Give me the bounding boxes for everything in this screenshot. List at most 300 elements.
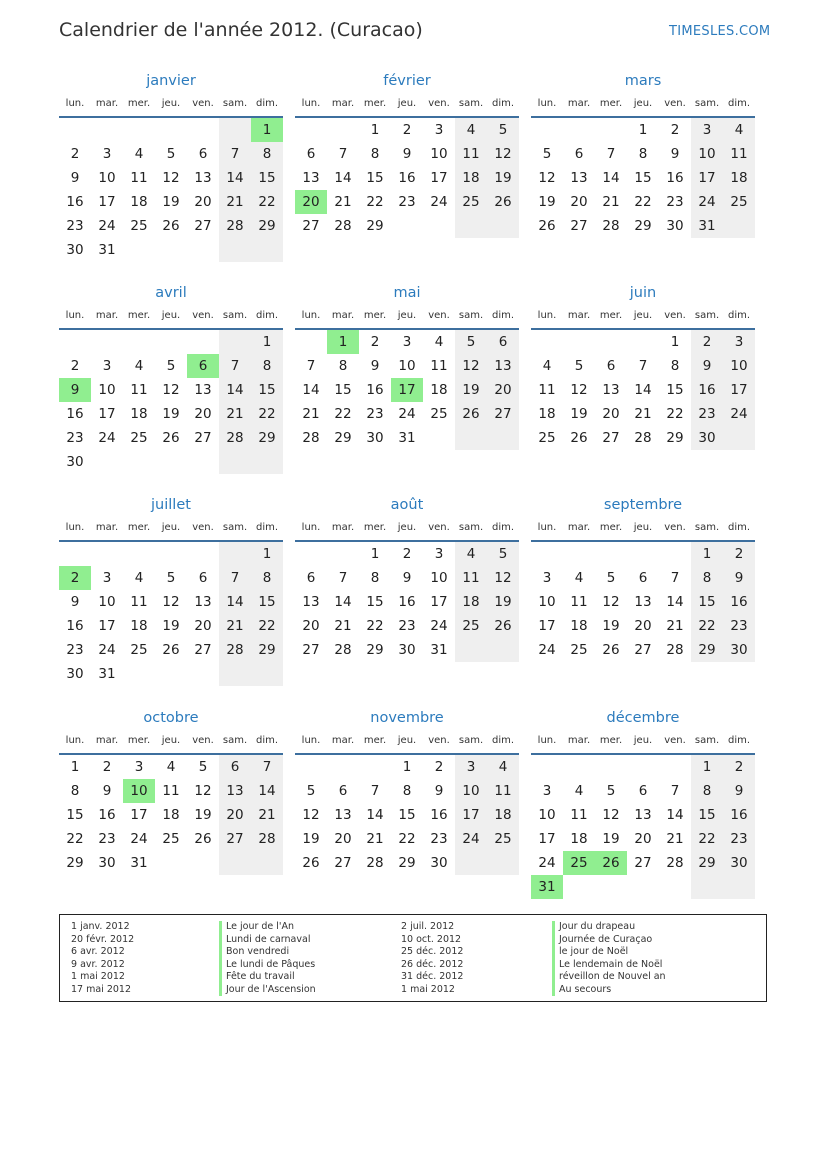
day-cell: 10 xyxy=(98,382,116,398)
month-octobre xyxy=(59,707,283,875)
day-cell: 13 xyxy=(194,594,212,610)
weekday-label: ven. xyxy=(428,310,450,321)
month-name: novembre xyxy=(370,710,444,726)
weekday-label: jeu. xyxy=(633,522,653,533)
empty-cell xyxy=(219,330,251,354)
empty-cell xyxy=(155,450,187,474)
weekday-label: dim. xyxy=(491,310,515,321)
day-cell: 22 xyxy=(66,831,84,847)
day-cell: 25 xyxy=(430,406,448,422)
day-cell: 10 xyxy=(98,594,116,610)
day-cell: 7 xyxy=(219,566,251,590)
day-cell: 17 xyxy=(430,170,448,186)
day-cell: 21 xyxy=(334,618,352,634)
day-cell: 21 xyxy=(219,614,251,638)
day-cell: 2 xyxy=(723,755,755,779)
empty-cell xyxy=(59,330,91,354)
weekday-label: jeu. xyxy=(397,735,417,746)
day-cell: 7 xyxy=(606,146,616,162)
day-cell: 16 xyxy=(430,807,448,823)
empty-cell xyxy=(595,118,627,142)
weekday-label: mar. xyxy=(331,522,355,533)
day-cell: 23 xyxy=(66,218,84,234)
day-grid xyxy=(295,330,519,450)
weekday-label: dim. xyxy=(727,98,751,109)
empty-cell xyxy=(723,214,755,238)
day-cell: 12 xyxy=(602,807,620,823)
day-cell: 9 xyxy=(723,566,755,590)
day-cell: 9 xyxy=(402,146,412,162)
day-cell: 24 xyxy=(98,218,116,234)
page-title: Calendrier de l'année 2012. (Curacao) xyxy=(59,19,423,41)
day-cell: 21 xyxy=(634,406,652,422)
holiday-day: 9 xyxy=(59,378,91,402)
empty-cell xyxy=(563,330,595,354)
empty-cell xyxy=(123,662,155,686)
day-cell: 13 xyxy=(302,170,320,186)
legend-holiday-name: le jour de Noël xyxy=(552,946,666,959)
day-cell: 4 xyxy=(487,755,519,779)
day-cell: 26 xyxy=(194,831,212,847)
empty-cell xyxy=(455,426,487,450)
empty-cell xyxy=(295,118,327,142)
month-name: juillet xyxy=(151,497,191,513)
day-cell: 23 xyxy=(66,430,84,446)
weekday-label: jeu. xyxy=(397,522,417,533)
weekday-label: dim. xyxy=(491,98,515,109)
legend-holiday-name: Fête du travail xyxy=(219,971,316,984)
day-cell: 3 xyxy=(723,330,755,354)
weekday-label: dim. xyxy=(727,735,751,746)
day-cell: 11 xyxy=(162,783,180,799)
day-cell: 29 xyxy=(634,218,652,234)
day-cell: 18 xyxy=(538,406,556,422)
day-cell: 12 xyxy=(162,382,180,398)
day-cell: 20 xyxy=(194,618,212,634)
day-cell: 6 xyxy=(306,146,316,162)
day-grid xyxy=(59,330,283,474)
day-cell: 13 xyxy=(570,170,588,186)
weekday-label: lun. xyxy=(65,735,85,746)
legend-dates-right xyxy=(401,921,463,996)
day-cell: 20 xyxy=(194,406,212,422)
day-cell: 20 xyxy=(302,618,320,634)
legend-holiday-name: Le jour de l'An xyxy=(219,921,316,934)
day-cell: 29 xyxy=(334,430,352,446)
site-link[interactable]: TIMESLES.COM xyxy=(669,24,771,39)
day-cell: 29 xyxy=(398,855,416,871)
legend-holiday-name: Le lendemain de Noël xyxy=(552,959,666,972)
holiday-day: 31 xyxy=(531,875,563,899)
day-cell: 22 xyxy=(691,827,723,851)
day-cell: 15 xyxy=(251,378,283,402)
day-cell: 23 xyxy=(723,827,755,851)
month-mars xyxy=(531,70,755,238)
day-cell: 19 xyxy=(302,831,320,847)
day-cell: 4 xyxy=(166,759,176,775)
day-cell: 5 xyxy=(198,759,208,775)
weekday-label: ven. xyxy=(664,98,686,109)
day-cell: 2 xyxy=(102,759,112,775)
day-cell: 2 xyxy=(670,122,680,138)
legend-date: 25 déc. 2012 xyxy=(401,946,464,957)
day-cell: 17 xyxy=(538,831,556,847)
day-cell: 13 xyxy=(602,382,620,398)
day-cell: 30 xyxy=(666,218,684,234)
empty-cell xyxy=(295,755,327,779)
day-cell: 2 xyxy=(434,759,444,775)
weekday-label: sam. xyxy=(694,98,720,109)
legend-holiday-name: Jour du drapeau xyxy=(552,921,666,934)
day-cell: 27 xyxy=(487,402,519,426)
day-cell: 24 xyxy=(455,827,487,851)
day-cell: 19 xyxy=(162,194,180,210)
day-cell: 21 xyxy=(666,618,684,634)
legend-date: 20 févr. 2012 xyxy=(71,933,135,945)
legend-date: 9 avr. 2012 xyxy=(71,958,125,970)
day-cell: 26 xyxy=(302,855,320,871)
empty-cell xyxy=(295,330,327,354)
day-cell: 19 xyxy=(570,406,588,422)
day-cell: 30 xyxy=(66,666,84,682)
day-cell: 26 xyxy=(602,642,620,658)
day-cell: 23 xyxy=(98,831,116,847)
day-cell: 31 xyxy=(130,855,148,871)
day-cell: 5 xyxy=(166,570,176,586)
empty-cell xyxy=(123,330,155,354)
day-cell: 24 xyxy=(430,618,448,634)
weekday-label: mar. xyxy=(331,735,355,746)
day-cell: 13 xyxy=(634,594,652,610)
day-cell: 25 xyxy=(162,831,180,847)
day-cell: 5 xyxy=(574,358,584,374)
empty-cell xyxy=(91,542,123,566)
day-cell: 22 xyxy=(398,831,416,847)
day-cell: 23 xyxy=(66,642,84,658)
day-cell: 14 xyxy=(334,170,352,186)
empty-cell xyxy=(219,118,251,142)
day-cell: 3 xyxy=(691,118,723,142)
day-cell: 6 xyxy=(306,570,316,586)
day-cell: 24 xyxy=(430,194,448,210)
day-cell: 22 xyxy=(666,406,684,422)
day-cell: 14 xyxy=(251,779,283,803)
day-cell: 25 xyxy=(455,614,487,638)
empty-cell xyxy=(359,755,391,779)
day-cell: 23 xyxy=(691,402,723,426)
day-cell: 4 xyxy=(574,570,584,586)
day-cell: 27 xyxy=(634,855,652,871)
day-cell: 22 xyxy=(251,190,283,214)
day-cell: 28 xyxy=(666,642,684,658)
day-cell: 12 xyxy=(570,382,588,398)
empty-cell xyxy=(563,875,595,899)
day-cell: 13 xyxy=(302,594,320,610)
day-cell: 8 xyxy=(251,354,283,378)
day-cell: 21 xyxy=(334,194,352,210)
day-cell: 2 xyxy=(691,330,723,354)
legend-holiday-name: Jour de l'Ascension xyxy=(219,984,316,997)
day-cell: 7 xyxy=(338,146,348,162)
weekday-label: mer. xyxy=(363,522,387,533)
day-cell: 16 xyxy=(666,170,684,186)
empty-cell xyxy=(123,542,155,566)
day-cell: 7 xyxy=(638,358,648,374)
day-cell: 22 xyxy=(334,406,352,422)
holiday-day: 17 xyxy=(391,378,423,402)
day-cell: 25 xyxy=(538,430,556,446)
legend-date: 17 mai 2012 xyxy=(71,983,132,995)
day-cell: 16 xyxy=(66,194,84,210)
day-cell: 17 xyxy=(538,618,556,634)
day-cell: 2 xyxy=(402,546,412,562)
day-cell: 7 xyxy=(670,570,680,586)
empty-cell xyxy=(251,662,283,686)
weekday-label: mer. xyxy=(599,735,623,746)
day-cell: 28 xyxy=(334,218,352,234)
day-cell: 13 xyxy=(194,170,212,186)
weekday-label: ven. xyxy=(664,522,686,533)
day-cell: 8 xyxy=(251,566,283,590)
weekday-label: sam. xyxy=(694,522,720,533)
empty-cell xyxy=(327,542,359,566)
month-février xyxy=(295,70,519,238)
day-cell: 31 xyxy=(98,666,116,682)
weekday-label: lun. xyxy=(537,310,557,321)
day-cell: 30 xyxy=(723,851,755,875)
day-cell: 21 xyxy=(219,190,251,214)
empty-cell xyxy=(123,118,155,142)
day-cell: 1 xyxy=(70,759,80,775)
holiday-day: 10 xyxy=(123,779,155,803)
holiday-day: 2 xyxy=(59,566,91,590)
weekday-label: lun. xyxy=(301,98,321,109)
day-cell: 4 xyxy=(434,334,444,350)
day-cell: 26 xyxy=(162,642,180,658)
day-cell: 3 xyxy=(434,546,444,562)
day-cell: 12 xyxy=(487,142,519,166)
day-cell: 28 xyxy=(219,638,251,662)
weekday-label: mer. xyxy=(599,98,623,109)
day-grid xyxy=(531,542,755,662)
day-cell: 15 xyxy=(398,807,416,823)
day-cell: 24 xyxy=(691,190,723,214)
weekday-label: mer. xyxy=(599,522,623,533)
day-cell: 18 xyxy=(455,166,487,190)
day-cell: 3 xyxy=(102,146,112,162)
weekday-label: jeu. xyxy=(633,310,653,321)
day-cell: 3 xyxy=(402,334,412,350)
day-cell: 30 xyxy=(691,426,723,450)
day-cell: 20 xyxy=(570,194,588,210)
empty-cell xyxy=(295,542,327,566)
day-cell: 1 xyxy=(370,122,380,138)
day-cell: 15 xyxy=(251,166,283,190)
weekday-label: mer. xyxy=(599,310,623,321)
day-cell: 6 xyxy=(638,570,648,586)
day-cell: 14 xyxy=(334,594,352,610)
month-juin xyxy=(531,282,755,450)
weekday-label: jeu. xyxy=(161,522,181,533)
day-cell: 5 xyxy=(606,570,616,586)
day-cell: 30 xyxy=(430,855,448,871)
day-cell: 26 xyxy=(570,430,588,446)
empty-cell xyxy=(219,238,251,262)
weekday-label: sam. xyxy=(694,310,720,321)
empty-cell xyxy=(659,875,691,899)
day-cell: 2 xyxy=(370,334,380,350)
day-cell: 17 xyxy=(691,166,723,190)
legend-dates-left xyxy=(71,921,134,996)
weekday-label: sam. xyxy=(222,522,248,533)
day-cell: 19 xyxy=(602,618,620,634)
day-cell: 3 xyxy=(102,358,112,374)
day-cell: 3 xyxy=(542,783,552,799)
weekday-header xyxy=(295,729,519,755)
day-cell: 16 xyxy=(398,594,416,610)
day-cell: 27 xyxy=(302,218,320,234)
empty-cell xyxy=(327,118,359,142)
empty-cell xyxy=(691,875,723,899)
weekday-label: mar. xyxy=(567,735,591,746)
day-cell: 6 xyxy=(574,146,584,162)
day-cell: 19 xyxy=(487,166,519,190)
day-cell: 10 xyxy=(98,170,116,186)
month-name: août xyxy=(390,497,424,513)
day-cell: 26 xyxy=(538,218,556,234)
day-cell: 26 xyxy=(487,614,519,638)
day-cell: 10 xyxy=(691,142,723,166)
weekday-label: lun. xyxy=(301,310,321,321)
day-cell: 8 xyxy=(638,146,648,162)
empty-cell xyxy=(531,542,563,566)
legend-names-left xyxy=(219,921,316,996)
holiday-legend xyxy=(59,914,767,1002)
day-cell: 19 xyxy=(194,807,212,823)
day-grid xyxy=(59,542,283,686)
day-cell: 29 xyxy=(666,430,684,446)
day-grid xyxy=(531,755,755,899)
day-cell: 8 xyxy=(70,783,80,799)
day-cell: 5 xyxy=(487,542,519,566)
day-cell: 25 xyxy=(130,218,148,234)
month-name: mai xyxy=(393,285,421,301)
weekday-label: jeu. xyxy=(633,98,653,109)
day-cell: 18 xyxy=(455,590,487,614)
day-cell: 14 xyxy=(219,378,251,402)
empty-cell xyxy=(155,851,187,875)
day-cell: 27 xyxy=(302,642,320,658)
day-cell: 15 xyxy=(66,807,84,823)
month-mai xyxy=(295,282,519,450)
day-cell: 6 xyxy=(219,755,251,779)
legend-holiday-name: Bon vendredi xyxy=(219,946,316,959)
day-cell: 27 xyxy=(602,430,620,446)
day-cell: 20 xyxy=(334,831,352,847)
day-cell: 25 xyxy=(130,642,148,658)
weekday-label: lun. xyxy=(537,735,557,746)
day-cell: 22 xyxy=(366,194,384,210)
day-cell: 4 xyxy=(723,118,755,142)
day-cell: 6 xyxy=(338,783,348,799)
holiday-day: 1 xyxy=(251,118,283,142)
day-cell: 6 xyxy=(487,330,519,354)
empty-cell xyxy=(595,542,627,566)
day-cell: 1 xyxy=(670,334,680,350)
day-cell: 25 xyxy=(130,430,148,446)
day-cell: 18 xyxy=(723,166,755,190)
empty-cell xyxy=(423,426,455,450)
weekday-label: sam. xyxy=(458,310,484,321)
day-cell: 28 xyxy=(666,855,684,871)
day-cell: 3 xyxy=(102,570,112,586)
empty-cell xyxy=(251,238,283,262)
empty-cell xyxy=(627,330,659,354)
legend-date: 1 janv. 2012 xyxy=(71,921,130,932)
day-cell: 24 xyxy=(538,642,556,658)
month-juillet xyxy=(59,494,283,686)
weekday-label: lun. xyxy=(301,522,321,533)
day-cell: 6 xyxy=(638,783,648,799)
day-cell: 9 xyxy=(70,594,80,610)
day-cell: 11 xyxy=(130,170,148,186)
day-cell: 8 xyxy=(402,783,412,799)
empty-cell xyxy=(563,118,595,142)
day-cell: 7 xyxy=(251,755,283,779)
day-cell: 17 xyxy=(98,194,116,210)
day-cell: 29 xyxy=(366,642,384,658)
empty-cell xyxy=(187,450,219,474)
empty-cell xyxy=(187,851,219,875)
empty-cell xyxy=(423,214,455,238)
empty-cell xyxy=(487,851,519,875)
day-grid xyxy=(295,542,519,662)
weekday-header xyxy=(531,304,755,330)
day-cell: 25 xyxy=(723,190,755,214)
day-cell: 17 xyxy=(130,807,148,823)
day-cell: 28 xyxy=(219,214,251,238)
empty-cell xyxy=(91,118,123,142)
day-cell: 1 xyxy=(370,546,380,562)
day-cell: 16 xyxy=(691,378,723,402)
day-cell: 26 xyxy=(455,402,487,426)
day-cell: 24 xyxy=(398,406,416,422)
weekday-label: ven. xyxy=(192,735,214,746)
empty-cell xyxy=(595,330,627,354)
weekday-label: lun. xyxy=(65,98,85,109)
day-cell: 18 xyxy=(162,807,180,823)
day-cell: 11 xyxy=(538,382,556,398)
weekday-label: dim. xyxy=(491,735,515,746)
weekday-label: dim. xyxy=(727,522,751,533)
day-cell: 14 xyxy=(666,594,684,610)
weekday-header xyxy=(531,729,755,755)
weekday-label: mar. xyxy=(567,310,591,321)
day-cell: 15 xyxy=(691,590,723,614)
day-cell: 11 xyxy=(130,594,148,610)
day-cell: 29 xyxy=(251,638,283,662)
day-cell: 28 xyxy=(602,218,620,234)
weekday-label: dim. xyxy=(255,98,279,109)
day-cell: 18 xyxy=(570,618,588,634)
legend-date: 10 oct. 2012 xyxy=(401,933,462,945)
weekday-header xyxy=(295,304,519,330)
empty-cell xyxy=(219,542,251,566)
day-cell: 26 xyxy=(162,430,180,446)
day-cell: 18 xyxy=(487,803,519,827)
day-cell: 13 xyxy=(634,807,652,823)
day-cell: 2 xyxy=(70,146,80,162)
